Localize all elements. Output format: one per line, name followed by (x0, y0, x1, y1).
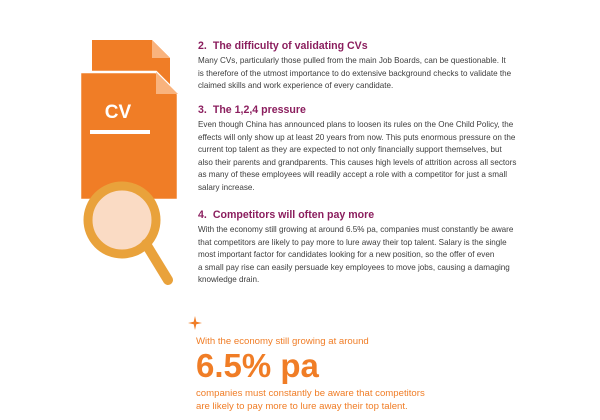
section-title-text: The 1,2,4 pressure (212, 104, 306, 116)
body-line: salary increase. (198, 182, 255, 192)
cv-search-illustration (60, 30, 200, 300)
callout-figure: 6.5% pa (196, 347, 319, 384)
body-line: most important factor for candidates looking for a new position, so the offer of even (198, 250, 495, 260)
cv-document-icon (80, 72, 178, 200)
body-line: claimed skills and work experience of every candidate. (198, 81, 394, 91)
callout-line: companies must constantly be aware that competitors (196, 388, 425, 399)
section-number: 3. (198, 104, 207, 116)
section-title-text: Competitors will often pay more (212, 209, 375, 221)
body-line: is therefore of the utmost importance to do extensive background checks to validate the (198, 68, 512, 78)
section-title-text: The difficulty of validating CVs (212, 40, 368, 52)
callout-lead: With the economy still growing at around (196, 336, 369, 347)
section-number: 2. (198, 40, 207, 52)
section-124-pressure (198, 104, 558, 195)
body-line: knowledge drain. (198, 275, 260, 285)
body-line: current top talent as they are expected to not only financially support themselves, but (198, 145, 502, 155)
section-competitors-pay-more (198, 209, 558, 287)
body-line: also their parents and grandparents. This causes high levels of attrition across all sectors (198, 157, 517, 167)
section-title (198, 40, 558, 53)
section-body (198, 224, 558, 287)
sparkle-icon (188, 316, 202, 330)
body-line: as many of these employees will readily accept a role with a competitor for just a small (198, 170, 508, 180)
section-validating-cvs (198, 40, 558, 93)
callout-tail (196, 388, 466, 414)
section-number: 4. (198, 209, 207, 221)
body-line: that competitors are likely to pay more to lure away their top talent. Salary is the single (198, 237, 507, 247)
body-line: a small pay rise can easily persuade key employees to move jobs, causing a damaging (198, 262, 510, 272)
section-body (198, 119, 558, 195)
section-title (198, 104, 558, 117)
body-line: Many CVs, particularly those pulled from the main Job Boards, can be questionable. It (198, 56, 506, 65)
cv-label: CV (104, 102, 132, 123)
callout-line: are likely to pay more to lure away their top talent. (196, 400, 408, 412)
body-line: effects will only show up at least 20 years from now. This puts enormous pressure on the (198, 132, 516, 142)
body-line: With the economy still growing at around 6.5% pa, companies must constantly be aware (198, 225, 514, 234)
section-title (198, 209, 558, 222)
body-line: Even though China has announced plans to loosen its rules on the One Child Policy, the (198, 120, 514, 129)
section-body (198, 55, 558, 93)
